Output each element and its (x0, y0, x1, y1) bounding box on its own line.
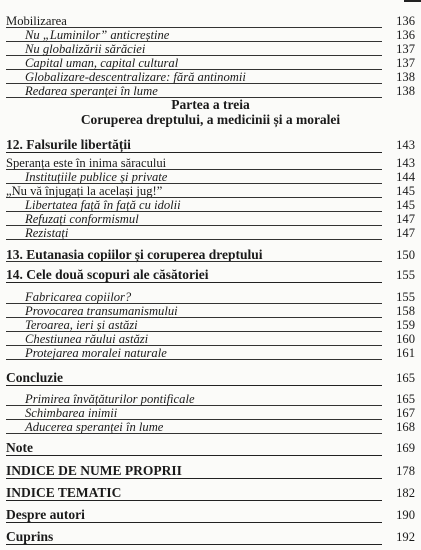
toc-entry-title: Capital uman, capital cultural (25, 56, 179, 70)
toc-entry-title: Cuprins (6, 529, 54, 544)
toc-entry-title: Concluzie (6, 370, 63, 385)
toc-entry-title: Fabricarea copiilor? (25, 290, 132, 304)
toc-entry-title: „Nu vă înjugați la același jug!” (6, 184, 163, 198)
entry-underline (6, 239, 382, 240)
toc-entry-title: 12. Falsurile libertății (6, 137, 131, 152)
toc-entry-title: Nu „Luminilor” anticreștine (25, 28, 170, 42)
toc-entry-title: Note (6, 440, 33, 455)
toc-entry-page: 150 (396, 248, 415, 262)
toc-entry-title: Provocarea transumanismului (25, 304, 178, 318)
entry-underline (6, 152, 382, 153)
entry-underline (6, 522, 382, 523)
entry-underline (6, 478, 382, 479)
toc-entry-page: 190 (396, 508, 415, 522)
entry-underline (6, 455, 382, 456)
toc-entry-page: 160 (396, 332, 415, 346)
entry-underline (6, 282, 382, 283)
toc-entry-title: Nu globalizării sărăciei (25, 42, 146, 56)
toc-entry-page: 165 (396, 392, 415, 406)
toc-entry-page: 138 (396, 70, 415, 84)
toc-entry-page: 137 (396, 42, 415, 56)
toc-entry-title: INDICE DE NUME PROPRII (6, 463, 182, 478)
toc-entry-title: Instituțiile publice și private (25, 170, 168, 184)
toc-entry-page: 143 (396, 138, 415, 152)
toc-entry-title: Chestiunea răului astăzi (25, 332, 149, 346)
entry-underline (6, 500, 382, 501)
entry-underline (6, 359, 382, 360)
toc-entry-page: 155 (396, 290, 415, 304)
toc-entry-page: 169 (396, 441, 415, 455)
toc-entry-page: 155 (396, 268, 415, 282)
toc-entry-page: 144 (396, 170, 415, 184)
toc-entry-title: Speranța este în inima săracului (6, 156, 167, 170)
toc-entry-page: 178 (396, 464, 415, 478)
toc-entry-page: 167 (396, 406, 415, 420)
toc-entry-title: Rezistați (25, 226, 69, 240)
toc-entry-title: Schimbarea inimii (25, 406, 118, 420)
toc-entry-page: 182 (396, 486, 415, 500)
toc-entry-title: Protejarea moralei naturale (25, 346, 167, 360)
toc-entry-title: INDICE TEMATIC (6, 485, 122, 500)
entry-underline (6, 544, 382, 545)
toc-entry-title: Globalizare-descentralizare: fără antinomii (25, 70, 246, 84)
toc-entry-page: 137 (396, 56, 415, 70)
entry-underline (6, 261, 382, 262)
entry-underline (6, 433, 382, 434)
entry-underline (6, 97, 382, 98)
toc-entry-page: 159 (396, 318, 415, 332)
toc-entry-page: 158 (396, 304, 415, 318)
toc-entry-page: 168 (396, 420, 415, 434)
toc-entry-page: 147 (396, 212, 415, 226)
toc-entry-page: 147 (396, 226, 415, 240)
toc-entry-page: 136 (396, 14, 415, 28)
toc-entry-title: Primirea învățăturilor pontificale (25, 392, 195, 406)
toc-entry-page: 138 (396, 84, 415, 98)
toc-entry-title: Teroarea, ieri și astăzi (25, 318, 138, 332)
toc-entry-page: 192 (396, 530, 415, 544)
toc-entry-title: 13. Eutanasia copiilor și coruperea dreptului (6, 247, 263, 262)
toc-entry-page: 165 (396, 371, 415, 385)
toc-entry-title: Mobilizarea (6, 14, 67, 28)
toc-entry-page: 143 (396, 156, 415, 170)
toc-entry-page: 136 (396, 28, 415, 42)
toc-entry-title: Libertatea față în față cu idolii (25, 198, 181, 212)
part-heading: Partea a treia (171, 97, 250, 112)
toc-entry-page: 161 (396, 346, 415, 360)
toc-entry-title: 14. Cele două scopuri ale căsătoriei (6, 267, 209, 282)
entry-underline (6, 385, 382, 386)
toc-entry-title: Aducerea speranței în lume (25, 420, 164, 434)
part-title: Coruperea dreptului, a medicinii și a moralei (80, 112, 341, 127)
toc-entry-title: Refuzați conformismul (25, 212, 139, 226)
toc-entry-page: 145 (396, 184, 415, 198)
toc-entry-title: Despre autori (6, 507, 85, 522)
toc-entry-page: 145 (396, 198, 415, 212)
toc-entry-title: Redarea speranței în lume (25, 84, 158, 98)
